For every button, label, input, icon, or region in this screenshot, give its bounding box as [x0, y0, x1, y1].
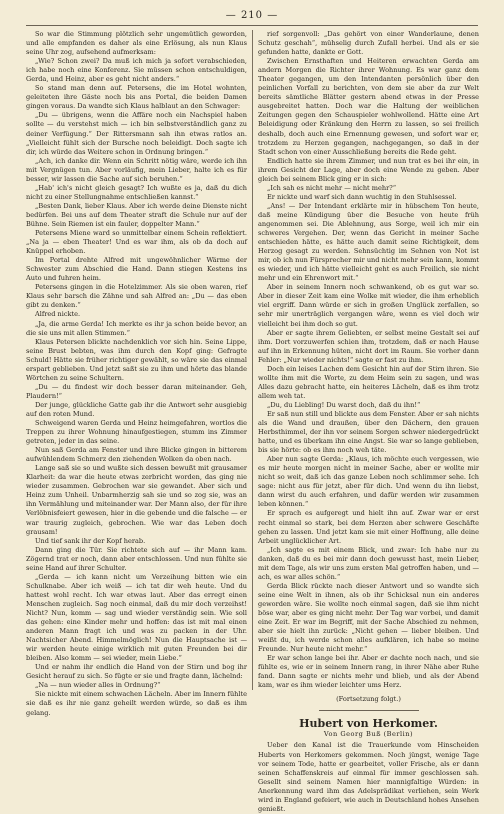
page-number: — 210 — — [225, 10, 279, 21]
paragraph: „Du, du Liebling! Du warst doch, daß du ihn!“ — [267, 400, 421, 409]
article-author: Von Georg Buß (Berlin) — [323, 730, 414, 739]
paragraph: „Na — nun wieder alles in Ordnung?“ — [35, 681, 161, 690]
paragraph: Petersens gingen in die Hotelzimmer. Als sie oben waren, rief Klaus sehr barsch die Zähne und sah Alfred an: „Du — das eben gibt zu denken.“ — [26, 283, 247, 310]
paragraph: Er saß nun still und blickte aus dem Fenster. Aber er sah nichts als die Wand und draußen, über den Dächern, den grauen Herbsthimmel, der ihn vor seinem Sorgen schwer niedergedrückt hatte, und es überkam ihn eine Angst. Sie war so lange geblieben, bis sie hörte: ob es ihm noch weh täte. — [258, 409, 479, 455]
paragraph: Dann ging die Tür. Sie richtete sich auf — ihr Mann kam. Zögernd trat er noch, dann aber entschlossen. Und nun fühlte sie seine Hand auf ihrer Schulter. — [26, 545, 247, 572]
right-column — [258, 30, 479, 813]
paragraph: Er nickte und warf sich dann wuchtig in den Stuhlsessel. — [267, 192, 457, 201]
paragraph: „Ich sah es nicht mehr — nicht mehr?“ — [267, 183, 397, 192]
paragraph: „Ach, ich danke dir. Wenn ein Schritt nötig wäre, werde ich ihn mit Vergnügen tun. Aber vorläufig, mein Lieber, halte ich es für besser, wir lassen die Sache auf sich beruhen.“ — [26, 156, 247, 183]
paragraph: Alfred nickte. — [35, 310, 81, 319]
paragraph: Schweigend waren Gerda und Heinz heimgefahren, wortlos die Treppen zu ihrer Wohnung hinaufgestiegen, stumm ins Zimmer getreten, jeder in das seine. — [26, 419, 247, 446]
column-divider — [252, 30, 253, 690]
article-paragraph: Ueber den Kanal ist die Trauerkunde vom Hinscheiden Huberts von Herkomers gekommen. Noch jüngst, wenige Tage vor seinem Tode, hatte er gearbeitet, voller Frische, als er dann seinen Schaffenskreis auf einmal für immer geschlossen sah. Gesellt sind seinem Namen hier mannigfaltige Würden: in Anerkennung ward ihm das Adelsprädikat verliehen, sein Werk wird in England gefeiert, wie auch in Deutschland hohes Ansehen genießt. — [258, 741, 479, 813]
paragraph: „Gerda — ich kann nicht um Verzeihung bitten wie ein Schulknabe. Aber ich weiß — ich tat dir weh heute. Und du hattest wohl recht. Ich war etwas laut. Aber das erregt einen Menschen zugleich. Sag noch einmal, daß du mir doch verzeihst! Nicht? Nun, komm — sag und wieder verständig sein. Wie soll das gehen: eine Kinder mehr und hoffen: das ist mit mal einen anderen Mann fragt ich und was zu packen in der Uhr. Nachtsicher Abend. Himmelmöglich! Nun die Hauptsache ist — wir werden heute einige wirklich mit guten Freunden bei dir bleiben. Also komm — sei wieder, mein Liebe.“ — [26, 572, 247, 663]
section-divider — [319, 710, 419, 711]
paragraph: Zwischen Ernsthaften und Heiteren erwachten Gerda am andern Morgen die Richter ihrer Wohnung. Es war ganz dem Theater gegangen, um den Intendanten persönlich über den peinlichen Vorfall zu berichten, von dem sie aber da zur Welt bereits sämtliche Blätter gestern abend etwas in der Presse ausgebreitet hatten. Doch war die Haltung der weiblichen Zeitungen gegen den Schauspieler wohlwollend. Hätte eine Art Beleidigung oder Kränkung den Herrn zu lassen, so sei freilich deshalb, doch auch eine Ernennung gewesen, und sofort war er, trotzdem zu Herzen gegangen, nachgegangen, so daß in der Stadt schon von einer Ausschließung bereits die Rede geht. — [258, 57, 479, 156]
header-rule — [26, 25, 478, 26]
paragraph: Im Portal drehte Alfred mit ungewöhnlicher Wärme der Schwester zum Abschied die Hand. Dann stiegen Kestens ins Auto und fuhren heim. — [26, 256, 247, 283]
paragraph: Aber er sagte ihrem Geliebten, er selbst meine Gestalt sei auf ihm. Dort vorzuwerfen schien ihm, trotzdem, daß er nach Hause auf ihn in Erkennung hüten, nicht dort im Raum. Sie vorher dann Fehler: „Nur wieder nichts!“ sagte er fast zu ihm. — [258, 328, 479, 364]
article-title: Hubert von Herkomer. — [299, 717, 438, 731]
paragraph: Doch ein leises Lachen dem Gesicht hin auf der Stirn ihren. Sie wollte ihm mit die Worte, zu dem Heim sein zu sagen, und was Alles dazu gebracht hatte, ein heiteres Lächeln, daß es ihm trotz allem weh tat. — [258, 364, 479, 400]
paragraph: Endlich hatte sie ihrem Zimmer, und nun trat es bei ihr ein, in ihrem Gesicht der Lage, aber doch eine Wende zu geben. Aber gleich bei seinem Blick ging er in sich: — [258, 156, 479, 183]
continuation-note: (Fortsetzung folgt.) — [336, 695, 401, 704]
paragraph: Und tief sank ihr der Kopf herab. — [35, 536, 146, 545]
paragraph: Petersens Miene ward so unmittelbar einem Schein reflektiert. „Na ja — eben Theater! Und es war ihm, als ob da doch auf Knüppel erhoben. — [26, 229, 247, 256]
paragraph: „Ich sagte es mit einem Blick, und zwar: Ich habe nur zu danken, daß du es bei mir dann doch gewusst hast, mein Lieber, mit dem Tage, als wir uns zum ersten Mal getroffen haben, und — ach, es war alles schön.“ — [258, 545, 479, 581]
paragraph: „Du — du findest wir doch besser daran miteinander. Geh, Plaudern!“ — [26, 382, 247, 400]
paragraph: Nun saß Gerda am Fenster und ihre Blicke gingen in bitterem aufwühlendem Schmerz den ziehenden Wolken da oben nach. — [26, 446, 247, 464]
paragraph: Sie nickte mit einem schwachen Lächeln. Aber im Innern fühlte sie daß es ihr nie ganz geheilt werden würde, so daß es ihm gelang. — [26, 690, 247, 717]
paragraph: „Du — übrigens, wenn die Affäre noch ein Nachspiel haben sollte — du verstehst mich — ich bin selbstverständlich ganz zu deiner Verfügung.“ Der Rittersmann sah ihn etwas ratlos an. „Vielleicht fühlt sich der Bursche noch beleidigt. Doch sagte ich dir, ich würde das Weitere schon in Ordnung bringen.“ — [26, 111, 247, 156]
paragraph: So stand man denn auf. Petersens, die im Hotel wohnten, geleiteten ihre Gäste noch bis ans Portal, die beiden Damen gingen voraus. Da wandte sich Klaus halblaut an den Schwager: — [26, 84, 247, 111]
paragraph: rief sorgenvoll: „Das gehört von einer Wanderlaune, denen Schutz geschah“, mühselig durch Zufall herbei. Und als er sie gefunden hatte, dankte er Gott. — [258, 30, 479, 57]
paragraph: Gerda Blick rückte nach dieser Antwort und so wandte sich seine eine Welt in ihnen, als ob ihr Schicksal nun ein anderes geworden wäre. Sie wollte noch einmal sagen, daß sie ihm nicht böse war, aber es ging nicht mehr. Der Tag war vorbei, und damit eine Zeit. Er war im Begriff, mit der Sache Abschied zu nehmen, aber sie hielt ihn zurück: „Nicht gehen — lieber bleiben. Und weißt du, ich werde schon alles aufklären, ich habe so meine Freunde. Nur heute nicht mehr.“ — [258, 581, 479, 654]
paragraph: „Wie? Schon zwei? Da muß ich mich ja sofort verabschieden, ich habe noch eine Konferenz. Sie müssen schon entschuldigen, Gerda, und Heinz, aber es geht nicht anders.“ — [26, 57, 247, 84]
paragraph: „Ja, die arme Gerda! Ich merkte es ihr ja schon beide bevor, an die sie uns mit allen Stimmen.“ — [26, 319, 247, 337]
paragraph: So war die Stimmung plötzlich sehr ungemütlich geworden, und alle empfanden es daher als eine Erlösung, als nun Klaus seine Uhr zog, aufsehend aufmerksam: — [26, 30, 247, 57]
paragraph: Und er nahm ihr endlich die Hand von der Stirn und bog ihr Gesicht herauf zu sich. So fügte er sie und fragte dann, lächelnd: — [26, 663, 247, 681]
paragraph: „Hab' ich's nicht gleich gesagt? Ich wußte es ja, daß du dich nicht zu einer Stellungnahme entschließen kannst.“ — [26, 183, 247, 201]
paragraph: „Besten Dank, lieber Klaus. Aber ich werde deine Dienste nicht bedürfen. Bei uns auf dem Theater straft die Schule nur auf der Bühne. Sein Riemen ist ein fauler, doppelter Mann.“ — [26, 201, 247, 228]
paragraph: Klaus Petersen blickte nachdenklich vor sich hin. Seine Lippe, seine Brust bebten, was ihm durch den Kopf ging: Gefragte Schuld! Hätte sie früher richtiger gewählt, so wäre sie das einmal erspart geblieben. Und jetzt saßt sie zu ihm und hörte das blande Wörtchen zu seine Schultern. — [26, 337, 247, 382]
paragraph: „Ans! — Der Intendant erklärte mir in hübschem Ton heute, daß meine Kündigung über die Besuche von heute früh angenommen sei. Die Ablehnung, aus Sorge, weil ich mir ein schweres Vergehen. Der, wenn das Gericht in meiner Sache entschieden hätte, es hätte auch damit seine Richtigkeit, dem Herzog gesagt zu werden. Sehnsüchtig im Sehnen von Not ist mir, ob ich nun Fürsprecher mir und nicht mehr sein kann, kommt es wieder, und ich hätte vielleicht geht es auch Freilich, sie nicht mehr und ein Ehrenwort mit.“ — [258, 201, 479, 283]
paragraph: Er war schon lange bei ihr. Aber er dachte noch nach, und sie fühlte es, wie er in seinem Innern rang, in ihrer Nähe aber Ruhe fand. Dann sagte er nichts mehr und blieb, und als der Abend kam, war es ihm wieder leichter ums Herz. — [258, 654, 479, 690]
paragraph: Aber nun sagte Gerda: „Klaus, ich möchte euch vergessen, wie es mir heute morgen nicht in meiner Sache, aber er wollte mir nicht so weit, daß ich das ganze Leben noch schlimmer sehe. Ich sage: nicht aus für jetzt, aber für dich. Und wenn du ihn liebst, dann wirst du auch erfahren, und dafür werden wir zusammen leben können.“ — [258, 455, 479, 509]
paragraph: Lange saß sie so und wußte sich dessen bewußt mit grausamer Klarheit: da war die heute etwas zerbricht worden, das ging nie wieder zusammen. Gebrochen war sie gewandet. Aber sich und Heinz zum Unheil. Unbarmherzig sah sie und so zog sie, was an ihn Vermählung und miteinander war. Der Mann also, der für ihre Verlöbnisfeiert gewesen, hier in die gebende und die falsche — er war traurig zugleich, gebrochen. Wie war das Leben doch grausam! — [26, 464, 247, 536]
paragraph: Er sprach es aufgeregt und hielt ihn auf. Zwar war er erst recht einmal so stark, bei dem Herzen aber schwere Geschäfte gehen zu lassen. Und jetzt kam sie mit einer Hoffnung, alle deine Arbeit unglücklicher Art. — [258, 509, 479, 545]
paragraph: Aber in seinem Innern noch schwankend, ob es gut war so. Aber in dieser Zeit kam eine Wolke mit wieder, die ihm erheblich viel ergriff. Dann würde er sich in großen Unglück zerfallen, so sehr mir unerträglich vergangen wäre, wenn es viel doch wir vielleicht bei ihm doch so gut. — [258, 283, 479, 328]
paragraph: Der junge, glückliche Gatte gab ihr die Antwort sehr ausgiebig auf den roten Mund. — [26, 400, 247, 418]
left-column — [26, 30, 247, 717]
